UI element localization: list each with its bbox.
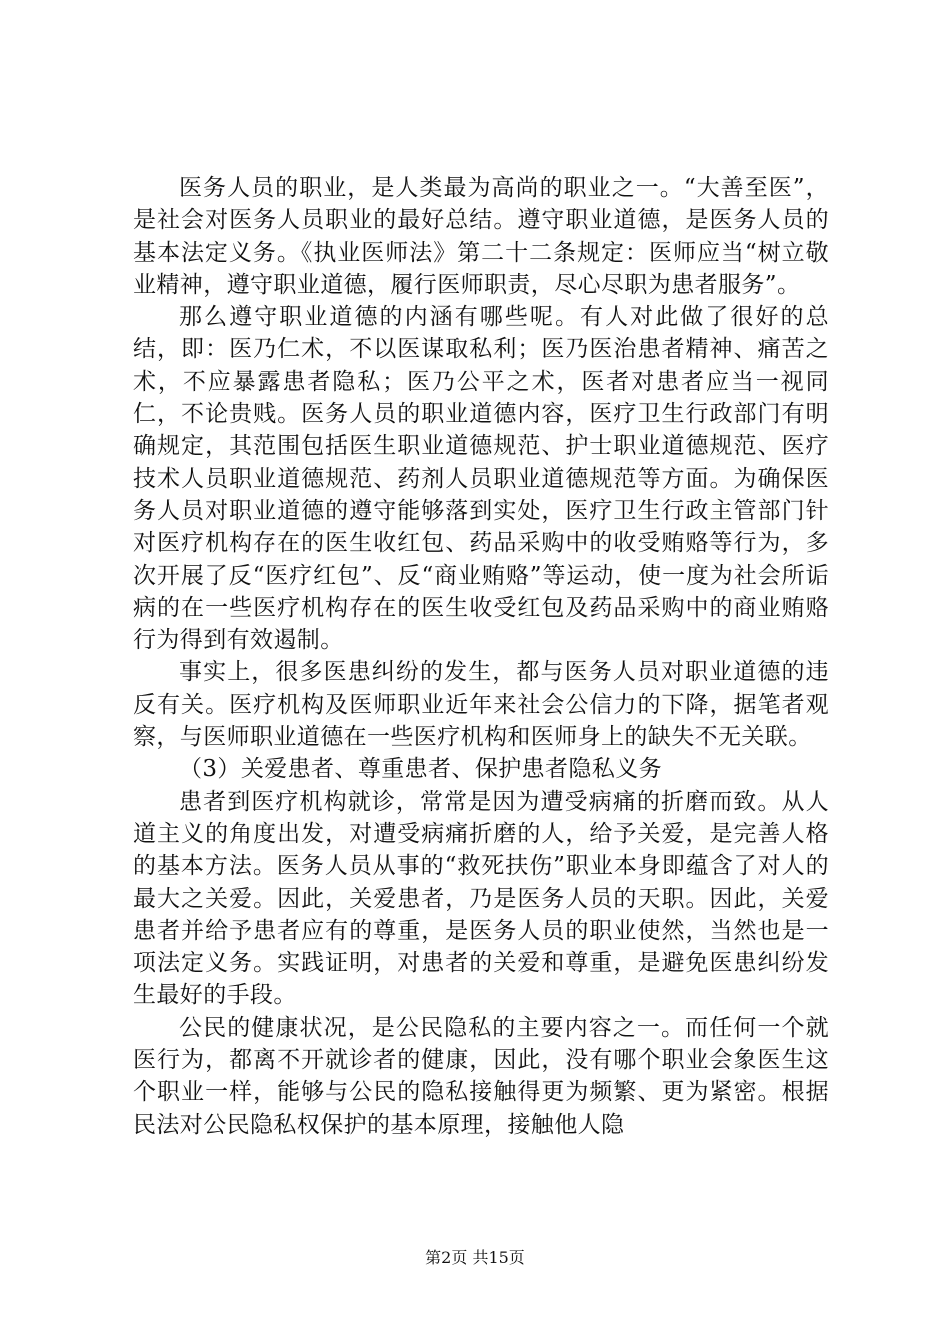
paragraph-disputes: 事实上，很多医患纠纷的发生，都与医务人员对职业道德的违反有关。医疗机构及医师职业近年来社会公信力的下降，据笔者观察，与医师职业道德在一些医疗机构和医师身上的缺失不无关联。 xyxy=(133,659,829,751)
page-number-footer: 第2页 共15页 xyxy=(425,1248,525,1267)
paragraph-care-for-patients: 患者到医疗机构就诊，常常是因为遭受病痛的折磨而致。从人道主义的角度出发，对遭受病痛折磨的人，给予关爱，是完善人格的基本方法。医务人员从事的“救死扶伤”职业本身即蕴含了对人的最大之关爱。因此，关爱患者，乃是医务人员的天职。因此，关爱患者并给予患者应有的尊重，是医务人员的职业使然，当然也是一项法定义务。实践证明，对患者的关爱和尊重，是避免医患纠纷发生最好的手段。 xyxy=(133,788,829,1009)
section-heading: （3）关爱患者、尊重患者、保护患者隐私义务 xyxy=(179,756,663,783)
paragraph-ethics-content: 那么遵守职业道德的内涵有哪些呢。有人对此做了很好的总结，即：医乃仁术，不以医谋取私利；医乃医治患者精神、痛苦之术，不应暴露患者隐私；医乃公平之术，医者对患者应当一视同仁，不论贵贱。医务人员的职业道德内容，医疗卫生行政部门有明确规定，其范围包括医生职业道德规范、护士职业道德规范、医疗技术人员职业道德规范、药剂人员职业道德规范等方面。为确保医务人员对职业道德的遵守能够落到实处，医疗卫生行政主管部门针对医疗机构存在的医生收红包、药品采购中的收受贿赂等行为，多次开展了反“医疗红包”、反“商业贿赂”等运动，使一度为社会所诟病的在一些医疗机构存在的医生收受红包及药品采购中的商业贿赂行为得到有效遏制。 xyxy=(133,304,829,654)
document-body xyxy=(133,172,829,1141)
paragraph-professional-ethics-intro: 医务人员的职业，是人类最为高尚的职业之一。“大善至医”，是社会对医务人员职业的最好总结。遵守职业道德，是医务人员的基本法定义务。《执业医师法》第二十二条规定：医师应当“树立敬业精神，遵守职业道德，履行医师职责，尽心尽职为患者服务”。 xyxy=(133,175,829,298)
paragraph-privacy: 公民的健康状况，是公民隐私的主要内容之一。而任何一个就医行为，都离不开就诊者的健康，因此，没有哪个职业会象医生这个职业一样，能够与公民的隐私接触得更为频繁、更为紧密。根据民法对公民隐私权保护的基本原理，接触他人隐 xyxy=(133,1014,829,1138)
